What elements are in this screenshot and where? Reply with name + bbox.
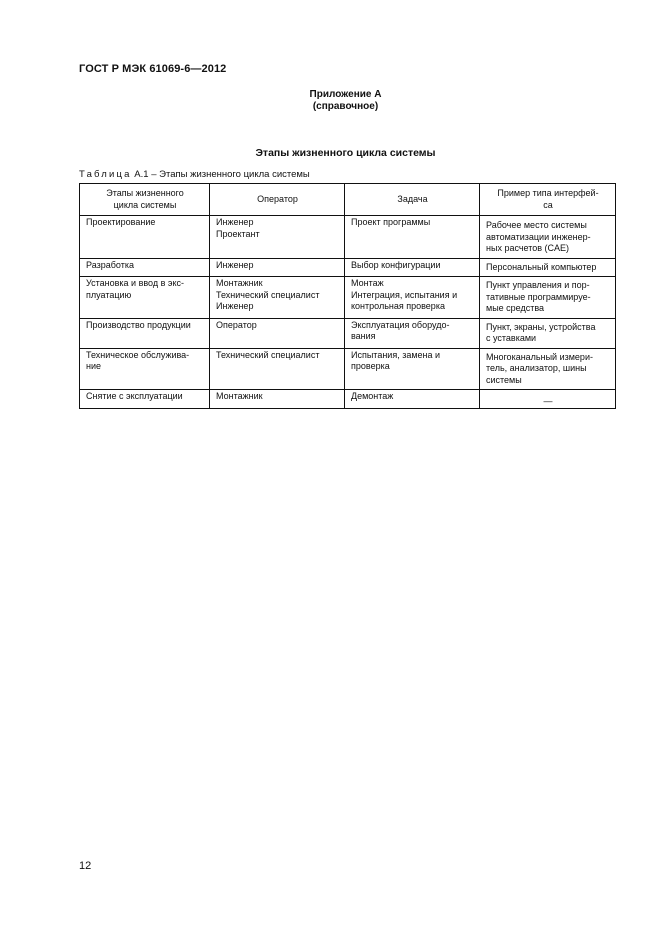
table-cell <box>480 216 616 259</box>
table-row <box>80 258 616 277</box>
cell-line: Разработка <box>86 259 134 270</box>
table-cell <box>345 390 480 409</box>
cell-line: са <box>543 199 553 210</box>
table-cell <box>345 277 480 319</box>
cell-line: Пункт управления и пор- <box>486 280 590 290</box>
cell-line: Этапы жизненного <box>106 188 184 198</box>
cell-line: Пункт, экраны, устройства <box>486 321 596 332</box>
cell-line: Монтаж <box>351 278 384 288</box>
page-number: 12 <box>79 860 92 872</box>
cell-line: Рабочее место системы <box>486 220 587 230</box>
table-row <box>80 390 616 409</box>
lifecycle-table <box>79 183 616 409</box>
table-caption-prefix: Таблица <box>79 169 132 180</box>
cell-line: контрольная проверка <box>351 301 445 311</box>
cell-line: Эксплуатация оборудо- <box>351 319 450 330</box>
table-cell <box>210 390 345 409</box>
cell-line: Проектирование <box>86 217 156 227</box>
table-cell <box>210 348 345 390</box>
cell-line: Проектант <box>216 228 260 239</box>
table-cell <box>480 277 616 319</box>
table-cell <box>210 258 345 277</box>
appendix-subtitle: (справочное) <box>312 101 379 112</box>
table-cell <box>345 318 480 348</box>
cell-line: Демонтаж <box>351 391 394 401</box>
table-cell <box>345 258 480 277</box>
table-cell <box>80 318 210 348</box>
table-cell <box>210 318 345 348</box>
cell-line: Проект программы <box>351 217 431 227</box>
cell-line: проверка <box>351 361 390 371</box>
cell-line: Снятие с эксплуатации <box>86 391 183 401</box>
cell-line: Установка и ввод в экс- <box>86 278 184 288</box>
header-cell-task <box>345 184 480 216</box>
table-cell <box>345 348 480 390</box>
cell-line: Монтажник <box>216 278 263 288</box>
table-cell <box>80 216 210 259</box>
cell-line: Производство продукции <box>86 319 191 330</box>
table-row <box>80 277 616 319</box>
cell-line: системы <box>486 374 522 385</box>
table-cell <box>480 390 616 409</box>
table-header-row <box>80 184 616 216</box>
cell-line: Оператор <box>216 319 257 330</box>
cell-line: Инженер <box>216 301 254 311</box>
cell-line: ние <box>86 361 102 371</box>
cell-line: цикла системы <box>113 199 177 210</box>
table-cell <box>210 216 345 259</box>
cell-line: Персональный компьютер <box>486 261 597 272</box>
cell-line: мые средства <box>486 303 545 313</box>
document-code: ГОСТ Р МЭК 61069-6—2012 <box>79 63 227 75</box>
table-cell <box>345 216 480 259</box>
cell-line: Оператор <box>257 193 298 204</box>
cell-line: Инженер <box>216 259 254 270</box>
section-title: Этапы жизненного цикла системы <box>255 147 436 159</box>
table-cell <box>210 277 345 319</box>
table-cell <box>80 277 210 319</box>
table-caption-text: А.1 – Этапы жизненного цикла системы <box>131 169 310 180</box>
cell-line: Техническое обслужива- <box>86 349 190 360</box>
table-row <box>80 216 616 259</box>
table-cell <box>480 318 616 348</box>
appendix-heading <box>0 89 661 113</box>
header-cell-operator <box>210 184 345 216</box>
cell-line: Инженер <box>216 217 254 227</box>
header-cell-stage <box>80 184 210 216</box>
cell-line: Многоканальный измери- <box>486 351 593 362</box>
appendix-title: Приложение А <box>309 89 382 100</box>
cell-line: Интеграция, испытания и <box>351 289 458 300</box>
header-cell-interface <box>480 184 616 216</box>
cell-line: Технический специалист <box>216 349 320 360</box>
empty-value-dash: — <box>543 395 553 406</box>
table-cell <box>480 258 616 277</box>
cell-line: тель, анализатор, шины <box>486 363 587 373</box>
table-cell <box>80 258 210 277</box>
cell-line: Задача <box>397 193 428 204</box>
table-cell <box>80 348 210 390</box>
table-cell <box>80 390 210 409</box>
cell-line: Испытания, замена и <box>351 349 441 360</box>
cell-line: Монтажник <box>216 391 263 401</box>
table-row <box>80 348 616 390</box>
cell-line: вания <box>351 331 376 341</box>
cell-line: Выбор конфигурации <box>351 259 441 270</box>
cell-line: с уставками <box>486 333 537 343</box>
cell-line: автоматизации инженер- <box>486 231 591 242</box>
table-row <box>80 318 616 348</box>
table-cell <box>480 348 616 390</box>
cell-line: тативные программируе- <box>486 291 591 302</box>
cell-line: Технический специалист <box>216 289 320 300</box>
cell-line: ных расчетов (CAE) <box>486 243 570 253</box>
table-caption <box>79 169 310 180</box>
cell-line: плуатацию <box>86 289 132 300</box>
cell-line: Пример типа интерфей- <box>497 188 599 198</box>
